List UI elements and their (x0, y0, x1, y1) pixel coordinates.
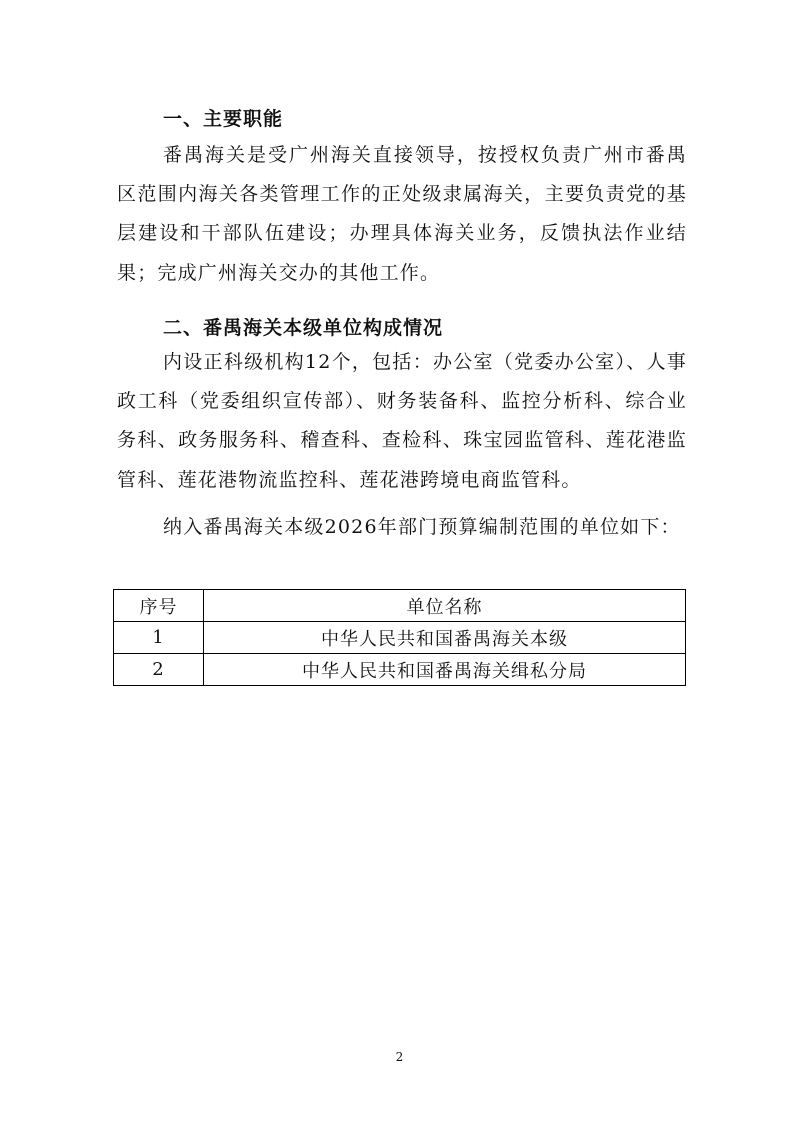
section1-body: 番禺海关是受广州海关直接领导，按授权负责广州市番禺区范围内海关各类管理工作的正处级隶属海关，主要负责党的基层建设和干部队伍建设；办理具体海关业务，反馈执法作业结果；完成广州海关交办的其他工作。 (117, 144, 687, 284)
header-name: 单位名称 (204, 590, 686, 622)
section1-heading: 一、主要职能 (163, 108, 284, 130)
table-row (114, 622, 686, 654)
section2-intro: 纳入番禺海关本级2026年部门预算编制范围的单位如下： (163, 516, 681, 538)
row-name: 中华人民共和国番禺海关本级 (204, 622, 686, 654)
header-no: 序号 (114, 590, 204, 622)
unit-table (113, 589, 686, 686)
table-header-row (114, 590, 686, 622)
page-number: 2 (395, 1050, 404, 1064)
row-no: 2 (114, 654, 204, 686)
row-name: 中华人民共和国番禺海关缉私分局 (204, 654, 686, 686)
section2-body: 内设正科级机构12个，包括：办公室（党委办公室）、人事政工科（党委组织宣传部）、财务装备科、监控分析科、综合业务科、政务服务科、稽查科、查检科、珠宝园监管科、莲花港监管科、莲花港物流监控科、莲花港跨境电商监管科。 (117, 351, 687, 491)
row-no: 1 (114, 622, 204, 654)
table-row (114, 654, 686, 686)
section2-heading: 二、番禺海关本级单位构成情况 (163, 317, 444, 339)
